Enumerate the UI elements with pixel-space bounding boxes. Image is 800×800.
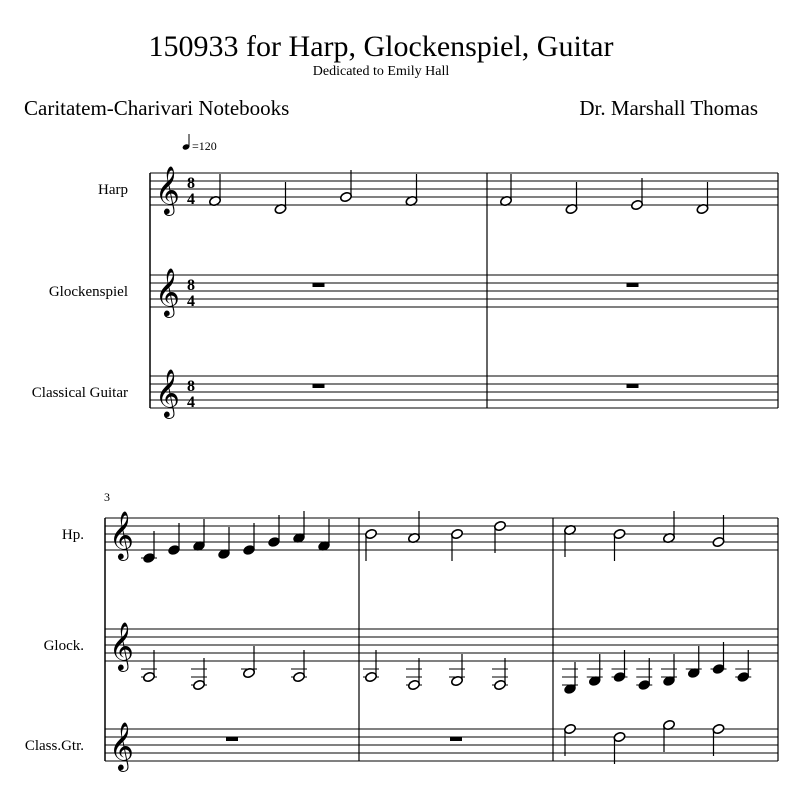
instrument-name: Glockenspiel (48, 284, 128, 300)
score-composer: Dr. Marshall Thomas (579, 96, 758, 120)
instrument-name: Glock. (43, 638, 84, 654)
whole-rest (226, 737, 238, 741)
note (318, 519, 331, 552)
instrument-name: Hp. (61, 527, 84, 543)
instrument-name: Class.Gtr. (24, 738, 84, 754)
note (141, 531, 157, 564)
note (193, 519, 206, 552)
system-2 (105, 518, 778, 761)
time-signature-denominator: 4 (187, 191, 195, 208)
note (406, 658, 422, 691)
note (612, 650, 628, 683)
note (663, 511, 676, 544)
note (696, 182, 709, 215)
note (565, 182, 578, 215)
treble-clef-icon: 𝄞 (155, 368, 180, 417)
time-signature-numerator: 8 (187, 277, 195, 294)
whole-rest (627, 283, 639, 287)
treble-clef-icon: 𝄞 (155, 267, 180, 316)
note (564, 524, 577, 557)
note (141, 650, 157, 683)
time-signature-denominator: 4 (187, 394, 195, 411)
note (686, 646, 702, 679)
note (365, 528, 378, 561)
note (564, 723, 577, 756)
note (494, 520, 507, 553)
note (587, 654, 603, 687)
note (168, 523, 181, 556)
note (293, 511, 306, 544)
treble-clef-icon: 𝄞 (109, 510, 134, 559)
note (613, 528, 626, 561)
treble-clef-icon: 𝄞 (155, 165, 180, 214)
note (209, 174, 222, 207)
note (636, 658, 652, 691)
note (191, 658, 207, 691)
measure-number: 3 (104, 490, 110, 504)
note (661, 654, 677, 687)
note (408, 511, 421, 544)
note (712, 515, 725, 548)
note (405, 174, 418, 207)
note (711, 642, 727, 675)
note (268, 515, 281, 548)
time-signature-numerator: 8 (187, 175, 195, 192)
score-dedication: Dedicated to Emily Hall (312, 64, 450, 79)
instrument-name: Harp (98, 182, 128, 198)
note (613, 731, 626, 764)
note (363, 650, 379, 683)
note (241, 646, 257, 679)
note (274, 182, 287, 215)
whole-rest (627, 384, 639, 388)
note (291, 650, 307, 683)
score-collection: Caritatem-Charivari Notebooks (24, 96, 290, 120)
note (631, 178, 644, 211)
note (340, 170, 353, 203)
time-signature-numerator: 8 (187, 378, 195, 395)
note (500, 174, 513, 207)
tempo-marking (182, 134, 217, 153)
instrument-name: Classical Guitar (31, 385, 128, 401)
whole-rest (313, 384, 325, 388)
treble-clef-icon: 𝄞 (109, 621, 134, 670)
whole-rest (313, 283, 325, 287)
tempo-text: =120 (192, 139, 217, 153)
time-signature-denominator: 4 (187, 293, 195, 310)
note (449, 654, 465, 687)
note (451, 528, 464, 561)
treble-clef-icon: 𝄞 (109, 721, 134, 770)
note (663, 719, 676, 752)
note (218, 527, 231, 560)
note (492, 658, 508, 691)
score-title: 150933 for Harp, Glockenspiel, Guitar (148, 30, 614, 63)
note (712, 723, 725, 756)
note (243, 523, 256, 556)
whole-rest (450, 737, 462, 741)
note (562, 662, 578, 695)
note (735, 650, 751, 683)
